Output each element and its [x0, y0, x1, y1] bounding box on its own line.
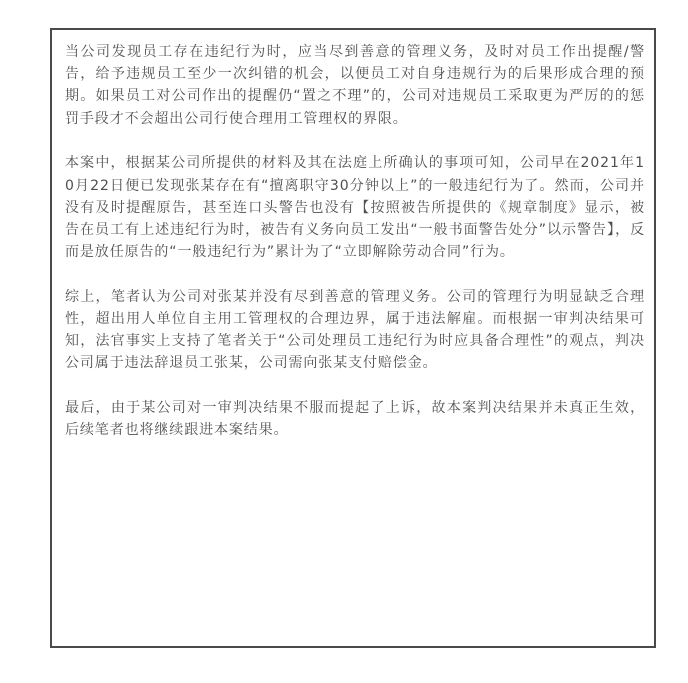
paragraph-4: 最后，由于某公司对一审判决结果不服而提起了上诉，故本案判决结果并未真正生效，后续笔者也将继续跟进本案结果。 — [65, 400, 645, 439]
paragraph-2: 本案中，根据某公司所提供的材料及其在法庭上所确认的事项可知，公司早在2021年10月22日便已发现张某存在有“擅离职守30分钟以上”的一般违纪行为了。然而，公司并没有及时提醒原告，甚至连口头警告也没有【按照被告所提供的《规章制度》显示，被告在员工有上述违纪行为时，被告有义务向员工发出“一般书面警告处分”以示警告】，反而是放任原告的“一般违纪行为”累计为了“立即解除劳动合同”行为。 — [65, 155, 645, 261]
paragraph-3: 综上，笔者认为公司对张某并没有尽到善意的管理义务。公司的管理行为明显缺乏合理性，超出用人单位自主用工管理权的合理边界，属于违法解雇。而根据一审判决结果可知，法官事实上支持了笔者关于“公司处理员工违纪行为时应具备合理性”的观点，判决公司属于违法辞退员工张某，公司需向张某支付赔偿金。 — [65, 288, 645, 372]
document-frame — [50, 28, 656, 648]
paragraph-1: 当公司发现员工存在违纪行为时，应当尽到善意的管理义务，及时对员工作出提醒/警告，给予违规员工至少一次纠错的机会，以便员工对自身违规行为的后果形成合理的预期。如果员工对公司作出的提醒仍“置之不理”的，公司对违规员工采取更为严厉的的惩罚手段才不会超出公司行使合理用工管理权的界限。 — [65, 44, 645, 127]
document-body — [65, 41, 645, 464]
